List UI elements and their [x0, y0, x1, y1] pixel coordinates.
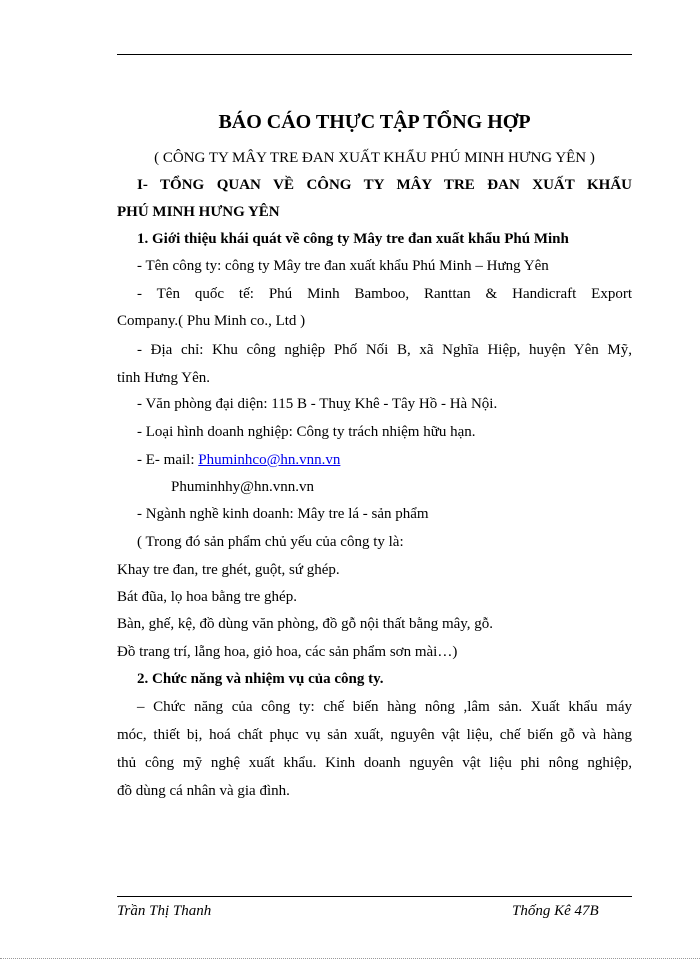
product-item-3: Bàn, ghế, kệ, đồ dùng văn phòng, đồ gỗ nội thất bằng mây, gỗ. — [117, 616, 494, 632]
international-name-line1: - Tên quốc tế: Phú Minh Bamboo, Ranttan & Handicraft Export — [137, 286, 632, 302]
product-item-4: Đồ trang trí, lẵng hoa, giỏ hoa, các sản phẩm sơn mài…) — [117, 644, 458, 660]
product-item-2: Bát đũa, lọ hoa bằng tre ghép. — [117, 589, 297, 605]
industry: - Ngành nghề kinh doanh: Mây tre lá - sản phẩm — [137, 506, 429, 522]
subsection-1-heading: 1. Giới thiệu khái quát về công ty Mây tre đan xuất khẩu Phú Minh — [137, 231, 569, 247]
address-line2: tỉnh Hưng Yên. — [117, 370, 210, 386]
function-line2: móc, thiết bị, hoá chất phục vụ sản xuất, nguyên vật liệu, chế biến gỗ và hàng — [117, 727, 632, 743]
product-item-1: Khay tre đan, tre ghét, guột, sứ ghép. — [117, 562, 340, 578]
function-line1: – Chức năng của công ty: chế biến hàng nông ,lâm sản. Xuất khẩu máy — [137, 699, 632, 715]
representative-office: - Văn phòng đại diện: 115 B - Thuỵ Khê - Tây Hồ - Hà Nội. — [137, 396, 498, 412]
international-name-line2: Company.( Phu Minh co., Ltd ) — [117, 313, 306, 329]
header-rule — [117, 54, 632, 55]
report-subtitle: ( CÔNG TY MÂY TRE ĐAN XUẤT KHẨU PHÚ MINH HƯNG YÊN ) — [154, 150, 595, 166]
email-row — [137, 450, 632, 470]
section-heading-line1: I- TỔNG QUAN VỀ CÔNG TY MÂY TRE ĐAN XUẤT KHẨU — [137, 177, 632, 193]
section-heading-line2: PHÚ MINH HƯNG YÊN — [117, 204, 280, 220]
footer-rule — [117, 896, 632, 897]
email-link-primary[interactable]: Phuminhco@hn.vnn.vn — [198, 452, 341, 468]
page-bottom-divider — [0, 958, 700, 959]
company-name: - Tên công ty: công ty Mây tre đan xuất khẩu Phú Minh – Hưng Yên — [137, 258, 549, 274]
email-label: - E- mail: — [137, 452, 199, 468]
function-line4: đồ dùng cá nhân và gia đình. — [117, 783, 290, 799]
report-title: BÁO CÁO THỰC TẬP TỔNG HỢP — [218, 111, 531, 133]
function-line3: thủ công mỹ nghệ xuất khẩu. Kinh doanh nguyên vật liệu phi nông nghiệp, — [117, 755, 632, 771]
address-line1: - Địa chỉ: Khu công nghiệp Phố Nối B, xã Nghĩa Hiệp, huyện Yên Mỹ, — [137, 342, 632, 358]
email-secondary: Phuminhhy@hn.vnn.vn — [171, 479, 314, 495]
products-intro: ( Trong đó sản phẩm chủ yếu của công ty là: — [137, 534, 404, 550]
footer-class: Thống Kê 47B — [512, 903, 599, 919]
footer-author: Trần Thị Thanh — [117, 903, 212, 919]
subsection-2-heading: 2. Chức năng và nhiệm vụ của công ty. — [137, 671, 384, 687]
business-type: - Loại hình doanh nghiệp: Công ty trách nhiệm hữu hạn. — [137, 424, 476, 440]
